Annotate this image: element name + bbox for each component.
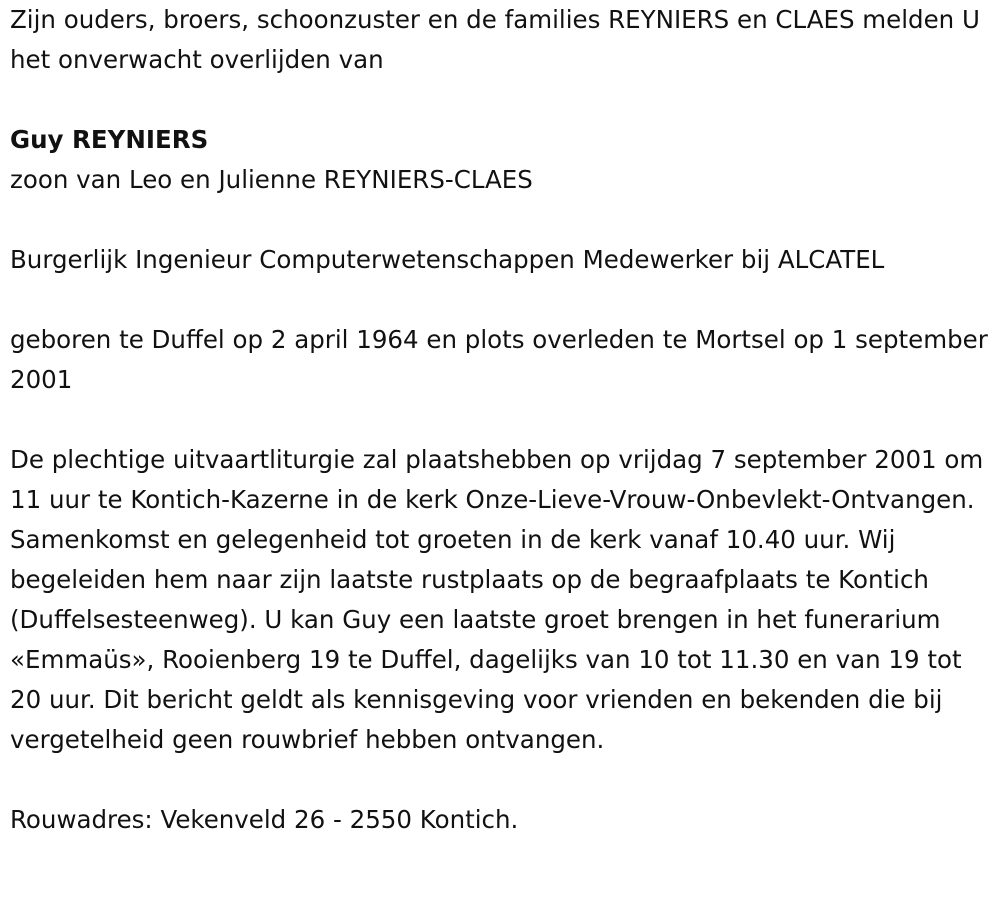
deceased-name: Guy REYNIERS: [10, 125, 209, 154]
intro-paragraph: Zijn ouders, broers, schoonzuster en de families REYNIERS en CLAES melden U het onverwacht overlijden van: [10, 5, 980, 74]
profession-line: Burgerlijk Ingenieur Computerwetenschappen Medewerker bij ALCATEL: [10, 245, 885, 274]
birth-death-paragraph: geboren te Duffel op 2 april 1964 en plots overleden te Mortsel op 1 september 2001: [10, 325, 988, 394]
obituary-notice: [10, 0, 990, 840]
mourning-address: Rouwadres: Vekenveld 26 - 2550 Kontich.: [10, 805, 519, 834]
parents-line: zoon van Leo en Julienne REYNIERS-CLAES: [10, 165, 533, 194]
funeral-paragraph: De plechtige uitvaartliturgie zal plaatshebben op vrijdag 7 september 2001 om 11 uur te Kontich-Kazerne in de kerk Onze-Lieve-Vrouw-Onbevlekt-Ontvangen. Samenkomst en gelegenheid tot groeten in de kerk vanaf 10.40 uur. Wij begeleiden hem naar zijn laatste rustplaats op de begraafplaats te Kontich (Duffelsesteenweg). U kan Guy een laatste groet brengen in het funerarium «Emmaüs», Rooienberg 19 te Duffel, dagelijks van 10 tot 11.30 en van 19 tot 20 uur. Dit bericht geldt als kennisgeving voor vrienden en bekenden die bij vergetelheid geen rouwbrief hebben ontvangen.: [10, 445, 984, 754]
